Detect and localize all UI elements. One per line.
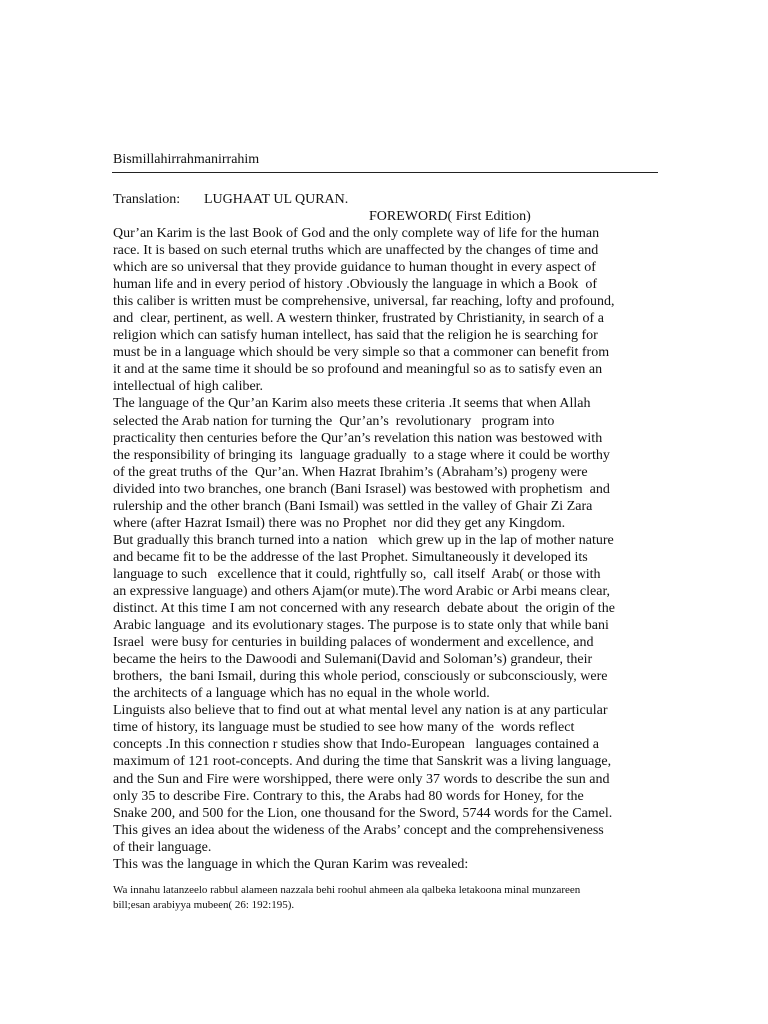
quote-line: Wa innahu latanzeelo rabbul alameen nazzala behi roohul ahmeen ala qalbeka letakoona minal munzareen	[113, 884, 581, 896]
body-line: race. It is based on such eternal truths which are unaffected by the changes of time and	[113, 243, 599, 259]
foreword-heading: FOREWORD( First Edition)	[369, 209, 531, 224]
body-line: only 35 to describe Fire. Contrary to this, the Arabs had 80 words for Honey, for the	[113, 788, 584, 804]
quote-line: bill;esan arabiyya mubeen( 26: 192:195).	[113, 898, 295, 911]
body-line: divided into two branches, one branch (Bani Israsel) was bestowed with prophetism and	[113, 481, 610, 497]
body-line: Linguists also believe that to find out at what mental level any nation is at any particular	[113, 703, 608, 719]
body-line: of the great truths of the Qur’an. When Hazrat Ibrahim’s (Abraham’s) progeny were	[113, 464, 588, 480]
body-line: must be in a language which should be very simple so that a commoner can benefit from	[113, 345, 610, 361]
body-line: Qur’an Karim is the last Book of God and the only complete way of life for the human	[113, 226, 600, 241]
translation-title: LUGHAAT UL QURAN.	[204, 192, 349, 207]
body-line: brothers, the bani Ismail, during this whole period, consciously or subconsciously, were	[113, 669, 608, 685]
body-line: distinct. At this time I am not concerned with any research debate about the origin of the	[113, 601, 615, 617]
body-line: selected the Arab nation for turning the Qur’an’s revolutionary program into	[113, 413, 555, 429]
body-line: religion which can satisfy human intellect, has said that the religion he is searching for	[113, 328, 598, 344]
body-line: concepts .In this connection r studies show that Indo-European languages contained a	[113, 737, 599, 753]
body-line: and clear, pertinent, as well. A western thinker, frustrated by Christianity, in search of a	[113, 311, 604, 327]
body-line: and became fit to be the addresse of the last Prophet. Simultaneously it developed its	[113, 549, 588, 565]
body-line: became the heirs to the Dawoodi and Sulemani(David and Soloman’s) grandeur, their	[113, 652, 593, 668]
body-line: language to such excellence that it could, rightfully so, call itself Arab( or those with	[113, 566, 601, 582]
body-line: and the Sun and Fire were worshipped, there were only 37 words to describe the sun and	[113, 771, 610, 787]
body-line: the responsibility of bringing its language gradually to a stage where it could be worthy	[113, 447, 610, 463]
quote-text	[113, 883, 673, 912]
body-line: an expressive language) and others Ajam(or mute).The word Arabic or Arbi means clear,	[113, 583, 611, 599]
body-line: where (after Hazrat Ismail) there was no Prophet nor did they get any Kingdom.	[113, 515, 566, 531]
body-line: human life and in every period of history .Obviously the language in which a Book of	[113, 277, 598, 293]
body-line: this caliber is written must be comprehensive, universal, far reaching, lofty and profound,	[113, 294, 615, 310]
translation-line	[113, 191, 348, 209]
body-line: it and at the same time it should be so profound and meaningful so as to satisfy even an	[113, 362, 603, 378]
body-line: This gives an idea about the wideness of the Arabs’ concept and the comprehensiveness	[113, 822, 604, 838]
body-line: Israel were busy for centuries in building palaces of wonderment and excellence, and	[113, 635, 594, 651]
body-line: the architects of a language which has no equal in the whole world.	[113, 686, 490, 702]
body-line: time of history, its language must be studied to see how many of the words reflect	[113, 720, 575, 736]
body-line: practicality then centuries before the Qur’an’s revelation this nation was bestowed with	[113, 430, 603, 446]
body-line: rulership and the other branch (Bani Ismail) was settled in the valley of Ghair Zi Zara	[113, 498, 593, 514]
body-line: maximum of 121 root-concepts. And during the time that Sanskrit was a living language,	[113, 754, 612, 770]
body-text	[113, 225, 659, 873]
body-line: The language of the Qur’an Karim also meets these criteria .It seems that when Allah	[113, 396, 591, 412]
body-line: Arabic language and its evolutionary stages. The purpose is to state only that while bani	[113, 618, 609, 634]
body-line: But gradually this branch turned into a nation which grew up in the lap of mother nature	[113, 532, 614, 548]
body-line: intellectual of high caliber.	[113, 379, 264, 395]
header-title: Bismillahirrahmanirrahim	[113, 152, 260, 167]
translation-label: Translation:	[113, 192, 181, 207]
body-line: Snake 200, and 500 for the Lion, one thousand for the Sword, 5744 words for the Camel.	[113, 805, 613, 821]
header-divider	[112, 172, 658, 173]
body-line: of their language.	[113, 839, 212, 855]
body-line: which are so universal that they provide guidance to human thought in every aspect of	[113, 260, 596, 276]
body-line: This was the language in which the Quran Karim was revealed:	[113, 856, 469, 872]
